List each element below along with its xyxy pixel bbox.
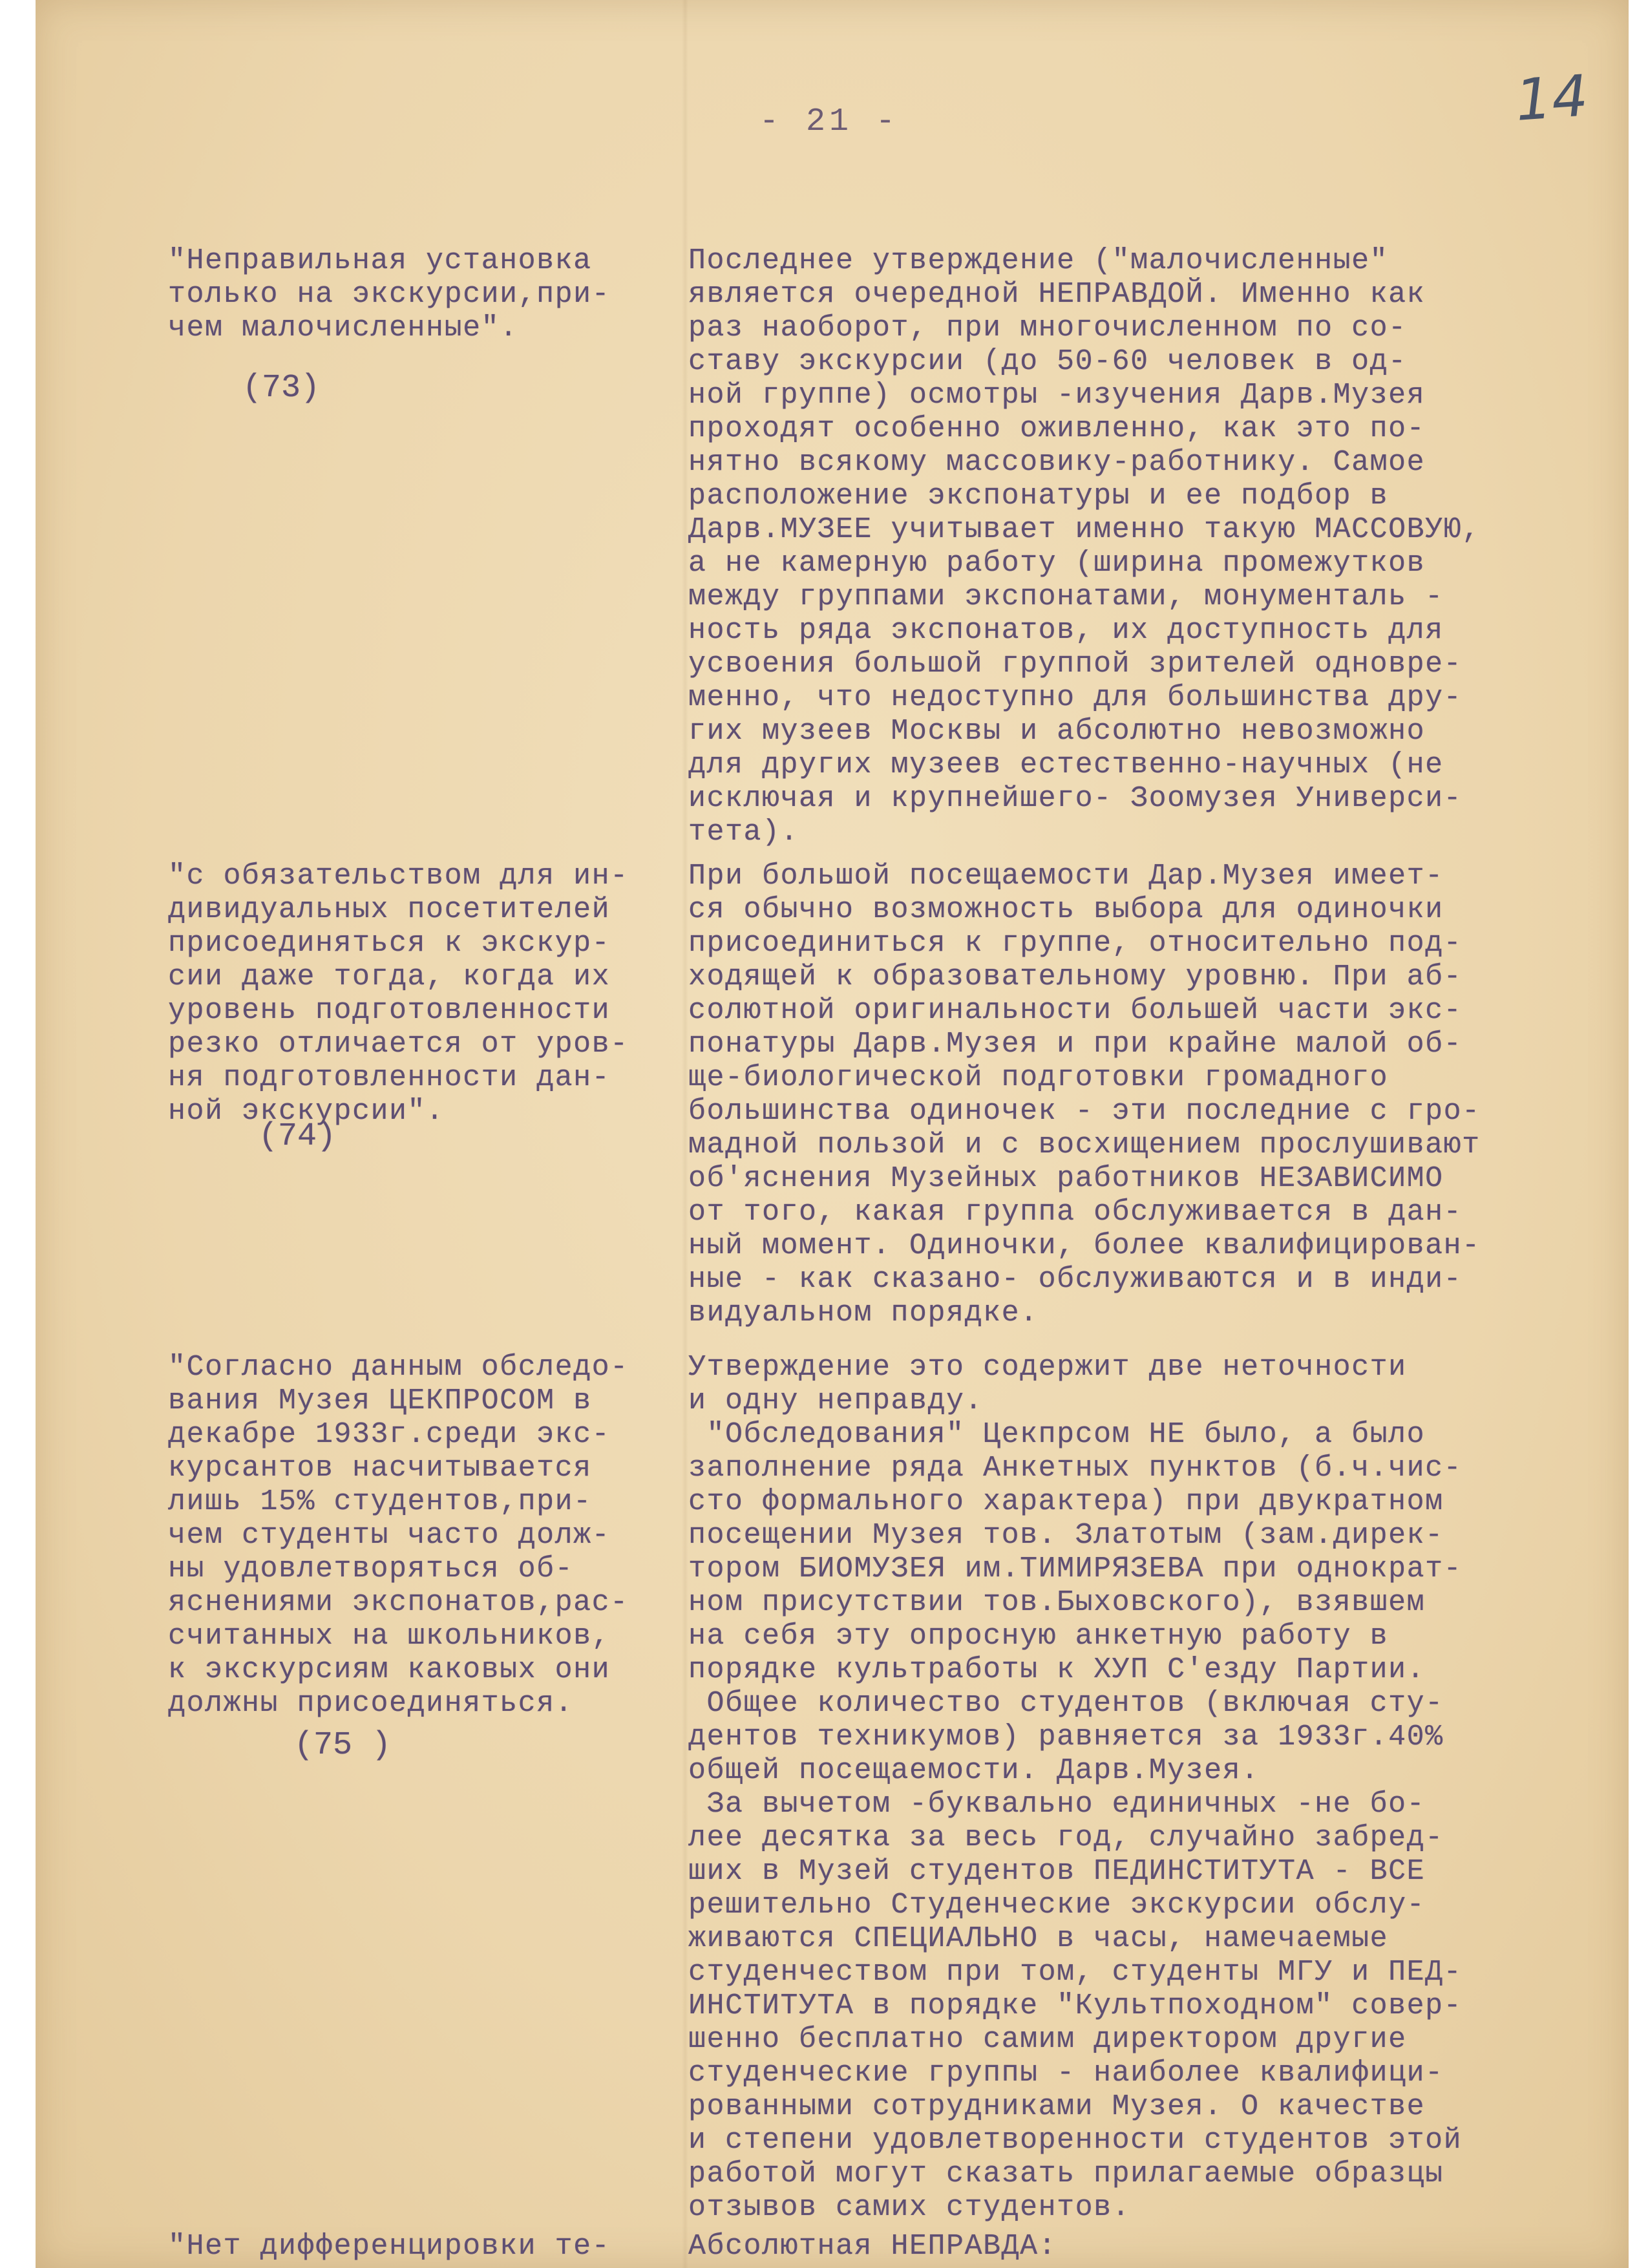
ref-73: (73): [242, 370, 321, 407]
quote-next: "Нет дифференцировки те-: [168, 2230, 611, 2263]
quote-75: "Согласно данным обследо- вания Музея ЦЕКПРОСОМ в декабре 1933г.среди экс- курсантов насчитывается лишь 15% студентов,при- чем студенты часто долж- ны удовлетворяться об- яснениями экспонатов,рас- считанных на школьников, к экскурсиям каковых они должны присоединяться.: [168, 1351, 629, 1720]
reply-next: Абсолютная НЕПРАВДА:: [688, 2230, 1057, 2263]
quote-73: "Неправильная установка только на экскурсии,при- чем малочисленные".: [168, 244, 611, 344]
folio-number: 14: [1513, 62, 1590, 134]
document-page: [36, 0, 1629, 2268]
ref-75: (75 ): [294, 1727, 392, 1764]
reply-75: Утверждение это содержит две неточности и одну неправду. "Обследования" Цекпрсом НЕ было, а было заполнение ряда Анкетных пунктов (б.ч.чис- сто формального характера) при двукратном посещении Музея тов. Златотым (зам.дирек- тором БИОМУЗЕЯ им.ТИМИРЯЗЕВА при однократ- ном присутствии тов.Быховского), взявшем на себя эту опросную анкетную работу в порядке культработы к ХУП С'езду Партии. Общее количество студентов (включая сту- дентов техникумов) равняется за 1933г.40% общей посещаемости. Дарв.Музея. За вычетом -буквально единичных -не бо- лее десятка за весь год, случайно забред- ших в Музей студентов ПЕДИНСТИТУТА - ВСЕ решительно Студенческие экскурсии обслу- живаются СПЕЦИАЛЬНО в часы, намечаемые студенчеством при том, студенты МГУ и ПЕД- ИНСТИТУТА в порядке "Культпоходном" совер- шенно бесплатно самим директором другие студенческие группы - наиболее квалифици- рованными сотрудниками Музея. О качестве и степени удовлетворенности студентов этой работой могут сказать прилагаемые образцы отзывов самих студентов.: [688, 1351, 1463, 2224]
quote-74: "с обязательством для ин- дивидуальных посетителей присоединяться к экскур- сии даже тогда, когда их уровень подготовленности резко отличается от уров- ня подготовленности дан- ной экскурсии".: [168, 860, 629, 1128]
reply-73: Последнее утверждение ("малочисленные" является очередной НЕПРАВДОЙ. Именно как раз наоборот, при многочисленном по со- ставу экскурсии (до 50-60 человек в од- ной группе) осмотры -изучения Дарв.Музея проходят особенно оживленно, как это по- нятно всякому массовику-работнику. Самое расположение экспонатуры и ее подбор в Дарв.МУЗЕЕ учитывает именно такую МАССОВУЮ, а не камерную работу (ширина промежутков между группами экспонатами, монументаль - ность ряда экспонатов, их доступность для усвоения большой группой зрителей одновре- менно, что недоступно для большинства дру- гих музеев Москвы и абсолютно невозможно для других музеев естественно-научных (не исключая и крупнейшего- Зоомузея Универси- тета).: [688, 244, 1481, 849]
reply-74: При большой посещаемости Дар.Музея имеет- ся обычно возможность выбора для одиночки присоединиться к группе, относительно под- ходящей к образовательному уровню. При аб- солютной оригинальности большей части экс- понатуры Дарв.Музея и при крайне малой об- ще-биологической подготовки громадного большинства одиночек - эти последние с гро- мадной пользой и с восхищением прослушивают об'яснения Музейных работников НЕЗАВИСИМО от того, какая группа обслуживается в дан- ный момент. Одиночки, более квалифицирован- ные - как сказано- обслуживаются и в инди- видуальном порядке.: [688, 860, 1481, 1330]
page-number: - 21 -: [759, 103, 900, 140]
ref-74: (74): [259, 1118, 337, 1155]
page-fold: [682, 0, 688, 2268]
